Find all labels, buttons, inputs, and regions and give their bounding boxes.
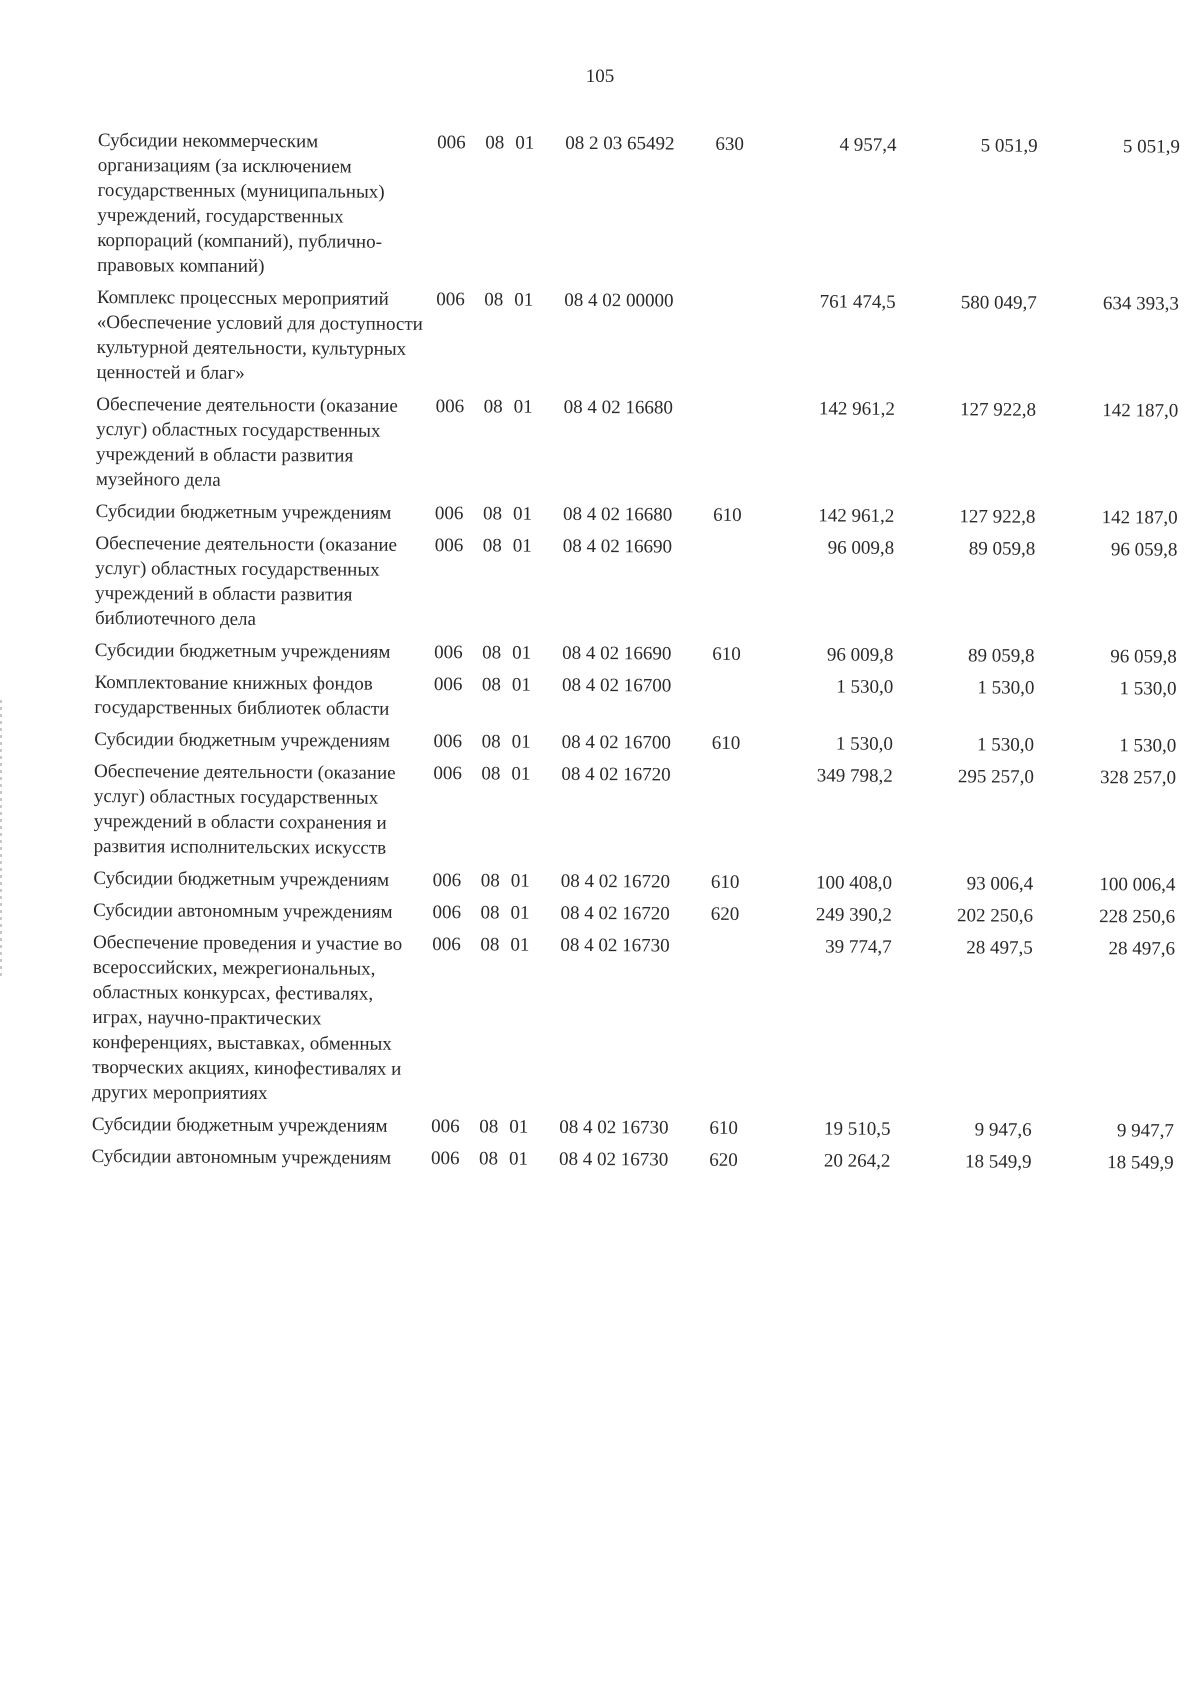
- row-subsection-code: 01: [511, 674, 532, 696]
- row-name: Субсидии бюджетным учреждениям: [91, 1113, 388, 1137]
- row-amount-3: 1 530,0: [1119, 735, 1177, 757]
- row-amount-3: 142 187,0: [1101, 507, 1178, 529]
- row-admin-code: 006: [432, 934, 461, 956]
- row-expense-type: [710, 934, 761, 1116]
- row-name: Субсидии бюджетным учреждениям: [94, 639, 391, 663]
- row-section-code: 08: [480, 870, 500, 892]
- row-name: Субсидии бюджетным учреждениям: [93, 867, 390, 891]
- row-amount-3: 228 250,6: [1099, 906, 1176, 928]
- row-target-article: 08 4 02 16700: [561, 674, 672, 697]
- row-section-code: 08: [480, 934, 500, 956]
- row-admin-code: 006: [434, 503, 464, 525]
- row-name: Комплектование книжных фондов государственных библиотек области: [94, 671, 390, 720]
- row-subsection-code: 01: [515, 132, 535, 154]
- row-expense-type: 610: [712, 643, 741, 665]
- row-section-code: 08: [482, 642, 502, 664]
- row-target-article: 08 2 03 65492: [565, 132, 675, 155]
- row-amount-1: 19 510,5: [824, 1118, 891, 1140]
- row-amount-1: 96 009,8: [827, 537, 895, 559]
- table-row: [96, 285, 1179, 399]
- row-admin-code: 006: [434, 642, 463, 664]
- row-section-code: 08: [481, 731, 501, 753]
- row-section-code: 08: [480, 902, 500, 924]
- row-admin-code: 006: [433, 674, 463, 696]
- row-target-article: 08 4 02 16700: [561, 731, 671, 754]
- row-amount-2: 1 530,0: [976, 734, 1035, 756]
- row-target-article: 08 4 02 16690: [562, 535, 673, 558]
- row-amount-3: 328 257,0: [1099, 767, 1177, 789]
- row-amount-1: 4 957,4: [839, 134, 897, 156]
- scan-edge-artifact: [0, 700, 2, 980]
- row-admin-code: 006: [431, 1116, 460, 1138]
- row-amount-2: 127 922,8: [959, 506, 1036, 528]
- row-amount-1: 349 798,2: [816, 765, 893, 787]
- row-section-code: 08: [481, 674, 502, 696]
- row-amount-1: 142 961,2: [818, 398, 896, 420]
- row-amount-3: 142 187,0: [1102, 400, 1179, 422]
- row-amount-3: 5 051,9: [1122, 136, 1180, 158]
- table-row: [93, 759, 1176, 873]
- row-amount-1: 1 530,0: [836, 676, 894, 698]
- row-amount-1: 100 408,0: [816, 872, 893, 894]
- row-amount-3: 1 530,0: [1119, 678, 1177, 700]
- table-row: [92, 1144, 1174, 1183]
- row-amount-3: 96 059,8: [1110, 646, 1177, 668]
- row-amount-2: 580 049,7: [960, 292, 1037, 314]
- page-number: 105: [585, 66, 615, 87]
- row-subsection-code: 01: [510, 934, 530, 956]
- row-name: Субсидии автономным учреждениям: [91, 1145, 392, 1169]
- row-amount-3: 18 549,9: [1107, 1152, 1174, 1174]
- row-amount-1: 142 961,2: [818, 505, 895, 527]
- row-expense-type: 620: [709, 1149, 738, 1171]
- row-subsection-code: 01: [513, 396, 533, 418]
- row-subsection-code: 01: [512, 535, 532, 557]
- row-amount-2: 127 922,8: [960, 399, 1037, 421]
- row-admin-code: 006: [430, 1148, 460, 1170]
- row-amount-3: 9 947,7: [1116, 1120, 1174, 1142]
- row-section-code: 08: [483, 396, 503, 418]
- row-section-code: 08: [482, 535, 502, 557]
- row-admin-code: 006: [436, 289, 465, 311]
- row-amount-1: 39 774,7: [825, 936, 892, 958]
- row-subsection-code: 01: [509, 1148, 529, 1170]
- table-row: [96, 392, 1179, 506]
- row-amount-2: 9 947,6: [974, 1119, 1032, 1141]
- row-amount-3: 28 497,6: [1108, 938, 1176, 960]
- row-expense-type: 610: [709, 1117, 738, 1139]
- row-expense-type: [714, 289, 765, 396]
- row-amount-3: 100 006,4: [1099, 874, 1176, 896]
- row-target-article: 08 4 02 16680: [562, 503, 673, 526]
- row-target-article: 08 4 02 16720: [560, 870, 671, 893]
- row-admin-code: 006: [432, 870, 462, 892]
- row-expense-type: 610: [711, 732, 741, 754]
- row-section-code: 08: [484, 289, 504, 311]
- row-amount-2: 202 250,6: [956, 905, 1034, 927]
- row-name: Субсидии бюджетным учреждениям: [94, 728, 390, 752]
- row-expense-type: 620: [710, 903, 740, 925]
- row-admin-code: 006: [434, 535, 464, 557]
- row-target-article: 08 4 02 16720: [560, 902, 670, 925]
- row-amount-3: 96 059,8: [1110, 539, 1178, 561]
- row-amount-2: 89 059,8: [968, 645, 1035, 667]
- row-amount-3: 634 393,3: [1102, 293, 1180, 315]
- row-target-article: 08 4 02 16730: [559, 1148, 669, 1171]
- row-name: Обеспечение деятельности (оказание услуг) областных государственных учреждений в области развития библиотечного дела: [94, 532, 398, 630]
- row-expense-type: [712, 674, 762, 731]
- row-admin-code: 006: [433, 763, 462, 785]
- row-target-article: 08 4 02 00000: [564, 289, 674, 312]
- row-subsection-code: 01: [511, 731, 531, 753]
- row-amount-1: 20 264,2: [823, 1150, 891, 1172]
- row-admin-code: 006: [433, 731, 463, 753]
- table-row: [92, 930, 1175, 1119]
- row-name: Обеспечение проведения и участие во всероссийских, межрегиональных, областных конкурсах, фестивалях, играх, научно-практических конференциях, выставках, обменных творческих акциях, кинофестивалях и других мероприятиях: [92, 931, 403, 1105]
- row-amount-1: 761 474,5: [819, 291, 896, 313]
- row-subsection-code: 01: [514, 289, 534, 311]
- row-section-code: 08: [482, 503, 503, 525]
- row-expense-type: [711, 763, 762, 870]
- row-amount-2: 93 006,4: [966, 873, 1034, 895]
- row-target-article: 08 4 02 16730: [559, 1116, 669, 1139]
- row-expense-type: 630: [715, 133, 745, 155]
- row-amount-2: 28 497,5: [966, 937, 1033, 959]
- table-row: [94, 670, 1176, 734]
- row-name: Обеспечение деятельности (оказание услуг) областных государственных учреждений в области развития музейного дела: [95, 393, 398, 491]
- row-amount-1: 249 390,2: [815, 904, 892, 926]
- row-admin-code: 006: [437, 132, 466, 154]
- row-name: Субсидии некоммерческим организациям (за исключением государственных (муниципальных) учреждений, государственных корпораций (компаний), публично-правовых компаний): [97, 129, 385, 278]
- budget-table-body: [92, 128, 1180, 1183]
- row-target-article: 08 4 02 16730: [560, 934, 670, 957]
- row-name: Субсидии автономным учреждениям: [93, 899, 393, 923]
- row-subsection-code: 01: [512, 642, 532, 664]
- row-expense-type: [713, 396, 764, 503]
- row-amount-2: 18 549,9: [964, 1151, 1032, 1173]
- row-name: Комплекс процессных мероприятий «Обеспечение условий для доступности культурной деятельности, культурных ценностей и благ»: [96, 286, 423, 384]
- row-amount-2: 5 051,9: [980, 135, 1038, 157]
- row-amount-2: 1 530,0: [977, 677, 1035, 699]
- row-target-article: 08 4 02 16690: [562, 642, 672, 665]
- row-subsection-code: 01: [511, 763, 531, 785]
- row-admin-code: 006: [435, 396, 465, 418]
- row-target-article: 08 4 02 16680: [563, 396, 673, 419]
- row-amount-1: 96 009,8: [826, 644, 894, 666]
- row-expense-type: 610: [710, 871, 740, 893]
- row-name: Обеспечение деятельности (оказание услуг) областных государственных учреждений в области сохранения и развития исполнительских искусств: [93, 760, 396, 859]
- row-section-code: 08: [481, 763, 501, 785]
- row-name: Субсидии бюджетным учреждениям: [95, 500, 392, 524]
- row-target-article: 08 4 02 16720: [561, 763, 671, 786]
- row-amount-2: 89 059,8: [968, 538, 1036, 560]
- row-section-code: 08: [479, 1116, 499, 1138]
- table-row: [95, 531, 1178, 645]
- row-amount-1: 1 530,0: [835, 733, 893, 755]
- row-admin-code: 006: [432, 902, 462, 924]
- row-amount-2: 295 257,0: [957, 766, 1034, 788]
- row-expense-type: [712, 535, 763, 642]
- row-expense-type: 610: [713, 504, 742, 526]
- row-subsection-code: 01: [510, 870, 530, 892]
- row-subsection-code: 01: [512, 503, 533, 525]
- row-section-code: 08: [485, 132, 505, 154]
- budget-table: [92, 128, 1180, 1183]
- table-row: [97, 128, 1180, 292]
- row-subsection-code: 01: [509, 1116, 529, 1138]
- row-subsection-code: 01: [510, 902, 530, 924]
- row-section-code: 08: [478, 1148, 499, 1170]
